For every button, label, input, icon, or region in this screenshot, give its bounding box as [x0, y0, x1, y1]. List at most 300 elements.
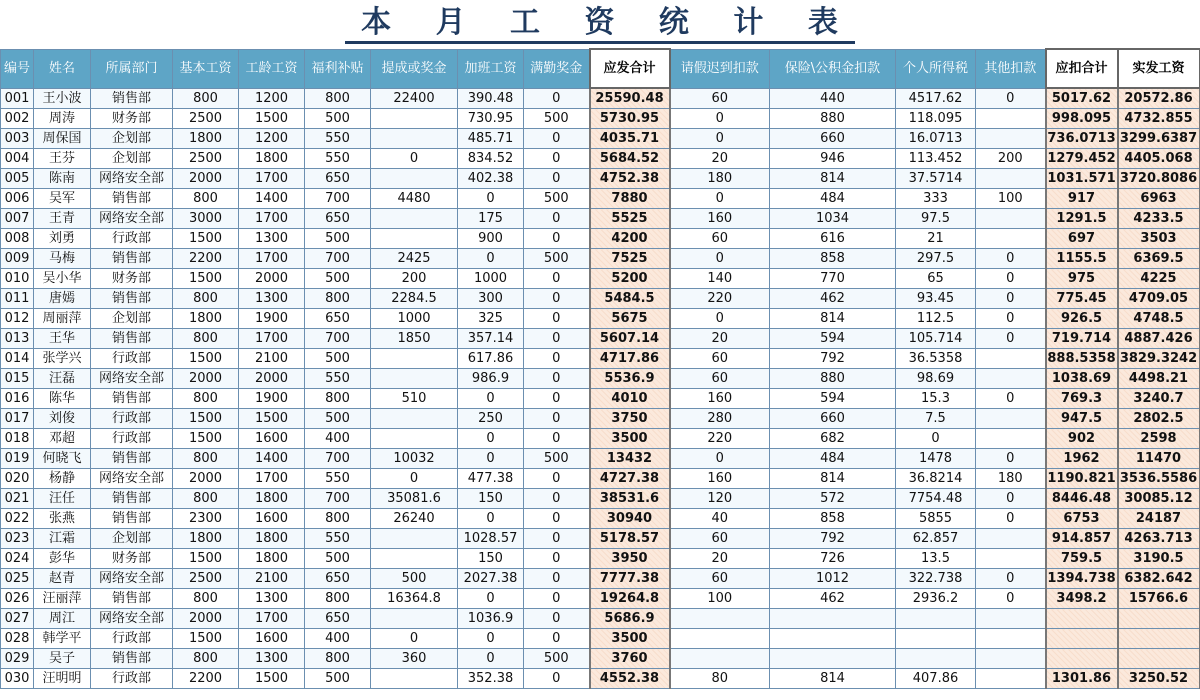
cell-deduction-total[interactable]: 902	[1046, 429, 1118, 449]
cell-deduction-total[interactable]: 914.857	[1046, 529, 1118, 549]
cell-seniority-salary[interactable]: 1700	[239, 329, 305, 349]
cell-net-salary[interactable]: 6369.5	[1118, 249, 1200, 269]
cell-leave-late-deduction[interactable]: 60	[670, 229, 770, 249]
cell-attendance-bonus[interactable]: 0	[524, 129, 590, 149]
cell-leave-late-deduction[interactable]: 220	[670, 429, 770, 449]
cell-seniority-salary[interactable]: 1900	[239, 389, 305, 409]
cell-attendance-bonus[interactable]: 0	[524, 549, 590, 569]
cell-name[interactable]: 王芬	[34, 149, 91, 169]
cell-base-salary[interactable]: 2000	[173, 169, 239, 189]
cell-income-tax[interactable]: 37.5714	[896, 169, 976, 189]
cell-leave-late-deduction[interactable]: 160	[670, 209, 770, 229]
cell-leave-late-deduction[interactable]: 0	[670, 249, 770, 269]
cell-id[interactable]: 012	[1, 309, 34, 329]
cell-net-salary[interactable]: 2802.5	[1118, 409, 1200, 429]
cell-net-salary[interactable]: 4263.713	[1118, 529, 1200, 549]
cell-id[interactable]: 030	[1, 669, 34, 689]
cell-net-salary[interactable]	[1118, 649, 1200, 669]
cell-leave-late-deduction[interactable]: 160	[670, 389, 770, 409]
cell-net-salary[interactable]: 3299.6387	[1118, 129, 1200, 149]
cell-welfare-allowance[interactable]: 550	[305, 469, 371, 489]
cell-overtime-pay[interactable]: 617.86	[458, 349, 524, 369]
cell-welfare-allowance[interactable]: 550	[305, 149, 371, 169]
cell-net-salary[interactable]	[1118, 609, 1200, 629]
cell-attendance-bonus[interactable]: 0	[524, 429, 590, 449]
cell-other-deduction[interactable]: 0	[976, 489, 1046, 509]
cell-insurance-fund-deduction[interactable]: 440	[770, 88, 896, 109]
cell-net-salary[interactable]: 24187	[1118, 509, 1200, 529]
cell-base-salary[interactable]: 2500	[173, 149, 239, 169]
cell-base-salary[interactable]: 1500	[173, 409, 239, 429]
cell-gross-total[interactable]: 5686.9	[590, 609, 670, 629]
cell-welfare-allowance[interactable]: 800	[305, 589, 371, 609]
cell-attendance-bonus[interactable]: 500	[524, 189, 590, 209]
cell-leave-late-deduction[interactable]: 40	[670, 509, 770, 529]
cell-welfare-allowance[interactable]: 700	[305, 249, 371, 269]
cell-deduction-total[interactable]: 1301.86	[1046, 669, 1118, 689]
cell-department[interactable]: 销售部	[91, 649, 173, 669]
cell-insurance-fund-deduction[interactable]: 1034	[770, 209, 896, 229]
cell-gross-total[interactable]: 19264.8	[590, 589, 670, 609]
cell-net-salary[interactable]: 3536.5586	[1118, 469, 1200, 489]
cell-deduction-total[interactable]: 1038.69	[1046, 369, 1118, 389]
cell-seniority-salary[interactable]: 1800	[239, 549, 305, 569]
cell-income-tax[interactable]: 1478	[896, 449, 976, 469]
cell-attendance-bonus[interactable]: 0	[524, 329, 590, 349]
cell-commission-bonus[interactable]	[371, 549, 458, 569]
cell-other-deduction[interactable]	[976, 229, 1046, 249]
cell-welfare-allowance[interactable]: 550	[305, 369, 371, 389]
cell-seniority-salary[interactable]: 1900	[239, 309, 305, 329]
cell-income-tax[interactable]: 118.095	[896, 109, 976, 129]
cell-commission-bonus[interactable]	[371, 129, 458, 149]
cell-name[interactable]: 汪明明	[34, 669, 91, 689]
cell-department[interactable]: 销售部	[91, 289, 173, 309]
cell-income-tax[interactable]: 7754.48	[896, 489, 976, 509]
cell-income-tax[interactable]: 15.3	[896, 389, 976, 409]
cell-attendance-bonus[interactable]: 0	[524, 389, 590, 409]
cell-deduction-total[interactable]: 1962	[1046, 449, 1118, 469]
cell-insurance-fund-deduction[interactable]	[770, 629, 896, 649]
cell-seniority-salary[interactable]: 1300	[239, 229, 305, 249]
cell-department[interactable]: 行政部	[91, 429, 173, 449]
cell-commission-bonus[interactable]: 510	[371, 389, 458, 409]
cell-insurance-fund-deduction[interactable]: 814	[770, 169, 896, 189]
cell-attendance-bonus[interactable]: 500	[524, 649, 590, 669]
cell-base-salary[interactable]: 800	[173, 649, 239, 669]
cell-leave-late-deduction[interactable]: 60	[670, 349, 770, 369]
cell-leave-late-deduction[interactable]: 0	[670, 189, 770, 209]
cell-commission-bonus[interactable]	[371, 109, 458, 129]
cell-insurance-fund-deduction[interactable]: 946	[770, 149, 896, 169]
cell-insurance-fund-deduction[interactable]: 726	[770, 549, 896, 569]
cell-insurance-fund-deduction[interactable]: 814	[770, 469, 896, 489]
cell-other-deduction[interactable]	[976, 429, 1046, 449]
cell-id[interactable]: 004	[1, 149, 34, 169]
cell-other-deduction[interactable]	[976, 349, 1046, 369]
cell-other-deduction[interactable]: 180	[976, 469, 1046, 489]
cell-welfare-allowance[interactable]: 800	[305, 389, 371, 409]
cell-other-deduction[interactable]: 0	[976, 569, 1046, 589]
cell-commission-bonus[interactable]	[371, 609, 458, 629]
cell-income-tax[interactable]: 0	[896, 429, 976, 449]
cell-deduction-total[interactable]: 1155.5	[1046, 249, 1118, 269]
cell-commission-bonus[interactable]: 4480	[371, 189, 458, 209]
cell-welfare-allowance[interactable]: 650	[305, 209, 371, 229]
cell-gross-total[interactable]: 4717.86	[590, 349, 670, 369]
cell-base-salary[interactable]: 800	[173, 289, 239, 309]
cell-insurance-fund-deduction[interactable]: 814	[770, 309, 896, 329]
cell-income-tax[interactable]: 7.5	[896, 409, 976, 429]
cell-deduction-total[interactable]: 3498.2	[1046, 589, 1118, 609]
cell-name[interactable]: 何晓飞	[34, 449, 91, 469]
cell-insurance-fund-deduction[interactable]	[770, 609, 896, 629]
cell-attendance-bonus[interactable]: 0	[524, 229, 590, 249]
cell-department[interactable]: 行政部	[91, 349, 173, 369]
cell-other-deduction[interactable]	[976, 109, 1046, 129]
cell-base-salary[interactable]: 1500	[173, 549, 239, 569]
cell-id[interactable]: 021	[1, 489, 34, 509]
cell-commission-bonus[interactable]: 0	[371, 629, 458, 649]
cell-base-salary[interactable]: 1500	[173, 229, 239, 249]
cell-net-salary[interactable]: 4732.855	[1118, 109, 1200, 129]
cell-id[interactable]: 026	[1, 589, 34, 609]
cell-overtime-pay[interactable]: 0	[458, 249, 524, 269]
cell-base-salary[interactable]: 800	[173, 189, 239, 209]
cell-other-deduction[interactable]: 0	[976, 329, 1046, 349]
cell-welfare-allowance[interactable]: 550	[305, 529, 371, 549]
cell-attendance-bonus[interactable]: 0	[524, 669, 590, 689]
cell-department[interactable]: 企划部	[91, 129, 173, 149]
cell-overtime-pay[interactable]: 1028.57	[458, 529, 524, 549]
cell-leave-late-deduction[interactable]: 220	[670, 289, 770, 309]
cell-deduction-total[interactable]	[1046, 609, 1118, 629]
cell-gross-total[interactable]: 4552.38	[590, 669, 670, 689]
cell-gross-total[interactable]: 7525	[590, 249, 670, 269]
cell-department[interactable]: 销售部	[91, 489, 173, 509]
cell-gross-total[interactable]: 4200	[590, 229, 670, 249]
cell-id[interactable]: 006	[1, 189, 34, 209]
cell-department[interactable]: 销售部	[91, 449, 173, 469]
cell-attendance-bonus[interactable]: 0	[524, 509, 590, 529]
cell-overtime-pay[interactable]: 900	[458, 229, 524, 249]
cell-commission-bonus[interactable]: 22400	[371, 88, 458, 109]
cell-overtime-pay[interactable]: 150	[458, 549, 524, 569]
cell-department[interactable]: 行政部	[91, 629, 173, 649]
cell-other-deduction[interactable]	[976, 669, 1046, 689]
cell-commission-bonus[interactable]: 360	[371, 649, 458, 669]
cell-leave-late-deduction[interactable]: 80	[670, 669, 770, 689]
cell-deduction-total[interactable]: 947.5	[1046, 409, 1118, 429]
cell-id[interactable]: 001	[1, 88, 34, 109]
cell-commission-bonus[interactable]	[371, 369, 458, 389]
cell-name[interactable]: 周江	[34, 609, 91, 629]
cell-base-salary[interactable]: 800	[173, 329, 239, 349]
cell-base-salary[interactable]: 800	[173, 589, 239, 609]
cell-leave-late-deduction[interactable]: 180	[670, 169, 770, 189]
cell-name[interactable]: 彭华	[34, 549, 91, 569]
cell-id[interactable]: 015	[1, 369, 34, 389]
cell-seniority-salary[interactable]: 1400	[239, 189, 305, 209]
cell-attendance-bonus[interactable]: 0	[524, 469, 590, 489]
cell-seniority-salary[interactable]: 1300	[239, 649, 305, 669]
cell-other-deduction[interactable]	[976, 529, 1046, 549]
cell-department[interactable]: 网络安全部	[91, 609, 173, 629]
cell-other-deduction[interactable]	[976, 369, 1046, 389]
cell-net-salary[interactable]: 2598	[1118, 429, 1200, 449]
cell-net-salary[interactable]: 3250.52	[1118, 669, 1200, 689]
cell-net-salary[interactable]: 4887.426	[1118, 329, 1200, 349]
cell-commission-bonus[interactable]	[371, 349, 458, 369]
cell-base-salary[interactable]: 1500	[173, 629, 239, 649]
cell-department[interactable]: 销售部	[91, 88, 173, 109]
cell-id[interactable]: 017	[1, 409, 34, 429]
cell-overtime-pay[interactable]: 300	[458, 289, 524, 309]
cell-name[interactable]: 周保国	[34, 129, 91, 149]
cell-overtime-pay[interactable]: 175	[458, 209, 524, 229]
cell-base-salary[interactable]: 3000	[173, 209, 239, 229]
cell-welfare-allowance[interactable]: 550	[305, 129, 371, 149]
cell-deduction-total[interactable]: 1291.5	[1046, 209, 1118, 229]
cell-gross-total[interactable]: 3500	[590, 429, 670, 449]
cell-seniority-salary[interactable]: 1700	[239, 249, 305, 269]
cell-welfare-allowance[interactable]: 800	[305, 509, 371, 529]
cell-insurance-fund-deduction[interactable]: 858	[770, 509, 896, 529]
cell-insurance-fund-deduction[interactable]: 594	[770, 389, 896, 409]
cell-welfare-allowance[interactable]: 500	[305, 669, 371, 689]
cell-leave-late-deduction[interactable]: 60	[670, 569, 770, 589]
cell-welfare-allowance[interactable]: 700	[305, 189, 371, 209]
cell-gross-total[interactable]: 4727.38	[590, 469, 670, 489]
cell-income-tax[interactable]: 62.857	[896, 529, 976, 549]
cell-welfare-allowance[interactable]: 400	[305, 429, 371, 449]
cell-commission-bonus[interactable]: 16364.8	[371, 589, 458, 609]
cell-welfare-allowance[interactable]: 500	[305, 349, 371, 369]
cell-id[interactable]: 018	[1, 429, 34, 449]
cell-name[interactable]: 周丽萍	[34, 309, 91, 329]
cell-overtime-pay[interactable]: 1000	[458, 269, 524, 289]
cell-base-salary[interactable]: 1800	[173, 129, 239, 149]
cell-name[interactable]: 吴军	[34, 189, 91, 209]
cell-deduction-total[interactable]: 1031.571	[1046, 169, 1118, 189]
cell-attendance-bonus[interactable]: 0	[524, 369, 590, 389]
cell-overtime-pay[interactable]: 0	[458, 189, 524, 209]
cell-seniority-salary[interactable]: 1200	[239, 88, 305, 109]
cell-attendance-bonus[interactable]: 0	[524, 609, 590, 629]
cell-net-salary[interactable]: 20572.86	[1118, 88, 1200, 109]
cell-overtime-pay[interactable]: 2027.38	[458, 569, 524, 589]
cell-id[interactable]: 029	[1, 649, 34, 669]
cell-deduction-total[interactable]: 888.5358	[1046, 349, 1118, 369]
cell-base-salary[interactable]: 2000	[173, 609, 239, 629]
cell-welfare-allowance[interactable]: 700	[305, 329, 371, 349]
cell-gross-total[interactable]: 4010	[590, 389, 670, 409]
cell-gross-total[interactable]: 5484.5	[590, 289, 670, 309]
cell-seniority-salary[interactable]: 1500	[239, 409, 305, 429]
cell-gross-total[interactable]: 5178.57	[590, 529, 670, 549]
cell-other-deduction[interactable]: 200	[976, 149, 1046, 169]
cell-insurance-fund-deduction[interactable]: 660	[770, 129, 896, 149]
cell-welfare-allowance[interactable]: 500	[305, 549, 371, 569]
cell-income-tax[interactable]: 98.69	[896, 369, 976, 389]
cell-other-deduction[interactable]	[976, 169, 1046, 189]
cell-deduction-total[interactable]: 1190.821	[1046, 469, 1118, 489]
cell-leave-late-deduction[interactable]: 120	[670, 489, 770, 509]
cell-other-deduction[interactable]	[976, 609, 1046, 629]
cell-id[interactable]: 002	[1, 109, 34, 129]
cell-net-salary[interactable]: 6382.642	[1118, 569, 1200, 589]
cell-base-salary[interactable]: 1800	[173, 309, 239, 329]
cell-leave-late-deduction[interactable]	[670, 609, 770, 629]
cell-id[interactable]: 024	[1, 549, 34, 569]
cell-welfare-allowance[interactable]: 650	[305, 309, 371, 329]
cell-income-tax[interactable]: 36.8214	[896, 469, 976, 489]
cell-gross-total[interactable]: 5536.9	[590, 369, 670, 389]
cell-income-tax[interactable]: 36.5358	[896, 349, 976, 369]
cell-department[interactable]: 销售部	[91, 589, 173, 609]
cell-leave-late-deduction[interactable]: 0	[670, 129, 770, 149]
cell-name[interactable]: 汪任	[34, 489, 91, 509]
cell-overtime-pay[interactable]: 485.71	[458, 129, 524, 149]
cell-deduction-total[interactable]: 975	[1046, 269, 1118, 289]
cell-income-tax[interactable]	[896, 609, 976, 629]
cell-seniority-salary[interactable]: 1400	[239, 449, 305, 469]
cell-welfare-allowance[interactable]: 650	[305, 569, 371, 589]
cell-attendance-bonus[interactable]: 0	[524, 149, 590, 169]
cell-insurance-fund-deduction[interactable]: 1012	[770, 569, 896, 589]
cell-name[interactable]: 陈华	[34, 389, 91, 409]
cell-base-salary[interactable]: 800	[173, 449, 239, 469]
cell-overtime-pay[interactable]: 477.38	[458, 469, 524, 489]
cell-id[interactable]: 005	[1, 169, 34, 189]
cell-income-tax[interactable]	[896, 649, 976, 669]
cell-insurance-fund-deduction[interactable]: 594	[770, 329, 896, 349]
cell-income-tax[interactable]	[896, 629, 976, 649]
cell-department[interactable]: 行政部	[91, 409, 173, 429]
cell-commission-bonus[interactable]	[371, 409, 458, 429]
cell-attendance-bonus[interactable]: 0	[524, 289, 590, 309]
cell-name[interactable]: 吴小华	[34, 269, 91, 289]
cell-insurance-fund-deduction[interactable]: 880	[770, 109, 896, 129]
cell-overtime-pay[interactable]: 1036.9	[458, 609, 524, 629]
cell-other-deduction[interactable]: 0	[976, 249, 1046, 269]
cell-leave-late-deduction[interactable]: 100	[670, 589, 770, 609]
cell-name[interactable]: 汪丽萍	[34, 589, 91, 609]
cell-net-salary[interactable]: 4233.5	[1118, 209, 1200, 229]
cell-name[interactable]: 杨静	[34, 469, 91, 489]
cell-id[interactable]: 014	[1, 349, 34, 369]
cell-overtime-pay[interactable]: 0	[458, 429, 524, 449]
cell-income-tax[interactable]: 297.5	[896, 249, 976, 269]
cell-department[interactable]: 财务部	[91, 549, 173, 569]
cell-commission-bonus[interactable]	[371, 529, 458, 549]
cell-net-salary[interactable]	[1118, 629, 1200, 649]
cell-commission-bonus[interactable]: 500	[371, 569, 458, 589]
cell-welfare-allowance[interactable]: 700	[305, 449, 371, 469]
cell-net-salary[interactable]: 4498.21	[1118, 369, 1200, 389]
cell-name[interactable]: 周涛	[34, 109, 91, 129]
cell-deduction-total[interactable]: 769.3	[1046, 389, 1118, 409]
cell-income-tax[interactable]: 407.86	[896, 669, 976, 689]
cell-seniority-salary[interactable]: 1500	[239, 669, 305, 689]
cell-department[interactable]: 网络安全部	[91, 209, 173, 229]
cell-commission-bonus[interactable]: 0	[371, 469, 458, 489]
cell-gross-total[interactable]: 3500	[590, 629, 670, 649]
cell-net-salary[interactable]: 30085.12	[1118, 489, 1200, 509]
cell-overtime-pay[interactable]: 834.52	[458, 149, 524, 169]
cell-welfare-allowance[interactable]: 800	[305, 289, 371, 309]
cell-gross-total[interactable]: 4752.38	[590, 169, 670, 189]
cell-base-salary[interactable]: 2500	[173, 569, 239, 589]
cell-insurance-fund-deduction[interactable]: 792	[770, 529, 896, 549]
cell-net-salary[interactable]: 3829.3242	[1118, 349, 1200, 369]
cell-gross-total[interactable]: 5675	[590, 309, 670, 329]
cell-gross-total[interactable]: 38531.6	[590, 489, 670, 509]
cell-income-tax[interactable]: 93.45	[896, 289, 976, 309]
cell-leave-late-deduction[interactable]: 140	[670, 269, 770, 289]
cell-attendance-bonus[interactable]: 0	[524, 629, 590, 649]
cell-insurance-fund-deduction[interactable]: 814	[770, 669, 896, 689]
cell-base-salary[interactable]: 2300	[173, 509, 239, 529]
cell-id[interactable]: 027	[1, 609, 34, 629]
cell-id[interactable]: 025	[1, 569, 34, 589]
cell-attendance-bonus[interactable]: 500	[524, 249, 590, 269]
cell-welfare-allowance[interactable]: 500	[305, 409, 371, 429]
cell-department[interactable]: 财务部	[91, 269, 173, 289]
cell-department[interactable]: 企划部	[91, 149, 173, 169]
cell-name[interactable]: 吴子	[34, 649, 91, 669]
cell-welfare-allowance[interactable]: 500	[305, 109, 371, 129]
cell-deduction-total[interactable]: 926.5	[1046, 309, 1118, 329]
cell-commission-bonus[interactable]: 200	[371, 269, 458, 289]
cell-gross-total[interactable]: 25590.48	[590, 88, 670, 109]
cell-attendance-bonus[interactable]: 500	[524, 109, 590, 129]
cell-deduction-total[interactable]: 998.095	[1046, 109, 1118, 129]
cell-commission-bonus[interactable]	[371, 229, 458, 249]
cell-overtime-pay[interactable]: 730.95	[458, 109, 524, 129]
cell-base-salary[interactable]: 2500	[173, 109, 239, 129]
cell-commission-bonus[interactable]: 35081.6	[371, 489, 458, 509]
cell-seniority-salary[interactable]: 1200	[239, 129, 305, 149]
cell-id[interactable]: 003	[1, 129, 34, 149]
cell-seniority-salary[interactable]: 1800	[239, 529, 305, 549]
cell-attendance-bonus[interactable]: 0	[524, 309, 590, 329]
cell-deduction-total[interactable]: 1279.452	[1046, 149, 1118, 169]
cell-seniority-salary[interactable]: 1700	[239, 469, 305, 489]
cell-commission-bonus[interactable]: 2425	[371, 249, 458, 269]
cell-seniority-salary[interactable]: 1700	[239, 209, 305, 229]
cell-leave-late-deduction[interactable]: 0	[670, 309, 770, 329]
cell-gross-total[interactable]: 5730.95	[590, 109, 670, 129]
cell-attendance-bonus[interactable]: 0	[524, 269, 590, 289]
cell-net-salary[interactable]: 15766.6	[1118, 589, 1200, 609]
cell-deduction-total[interactable]: 917	[1046, 189, 1118, 209]
cell-leave-late-deduction[interactable]: 60	[670, 529, 770, 549]
cell-commission-bonus[interactable]	[371, 209, 458, 229]
cell-base-salary[interactable]: 800	[173, 88, 239, 109]
cell-other-deduction[interactable]: 0	[976, 269, 1046, 289]
cell-insurance-fund-deduction[interactable]: 462	[770, 289, 896, 309]
cell-seniority-salary[interactable]: 2100	[239, 569, 305, 589]
cell-insurance-fund-deduction[interactable]: 484	[770, 189, 896, 209]
cell-other-deduction[interactable]: 0	[976, 289, 1046, 309]
cell-income-tax[interactable]: 105.714	[896, 329, 976, 349]
cell-department[interactable]: 销售部	[91, 189, 173, 209]
cell-deduction-total[interactable]: 6753	[1046, 509, 1118, 529]
cell-income-tax[interactable]: 13.5	[896, 549, 976, 569]
cell-leave-late-deduction[interactable]: 0	[670, 109, 770, 129]
cell-overtime-pay[interactable]: 0	[458, 509, 524, 529]
